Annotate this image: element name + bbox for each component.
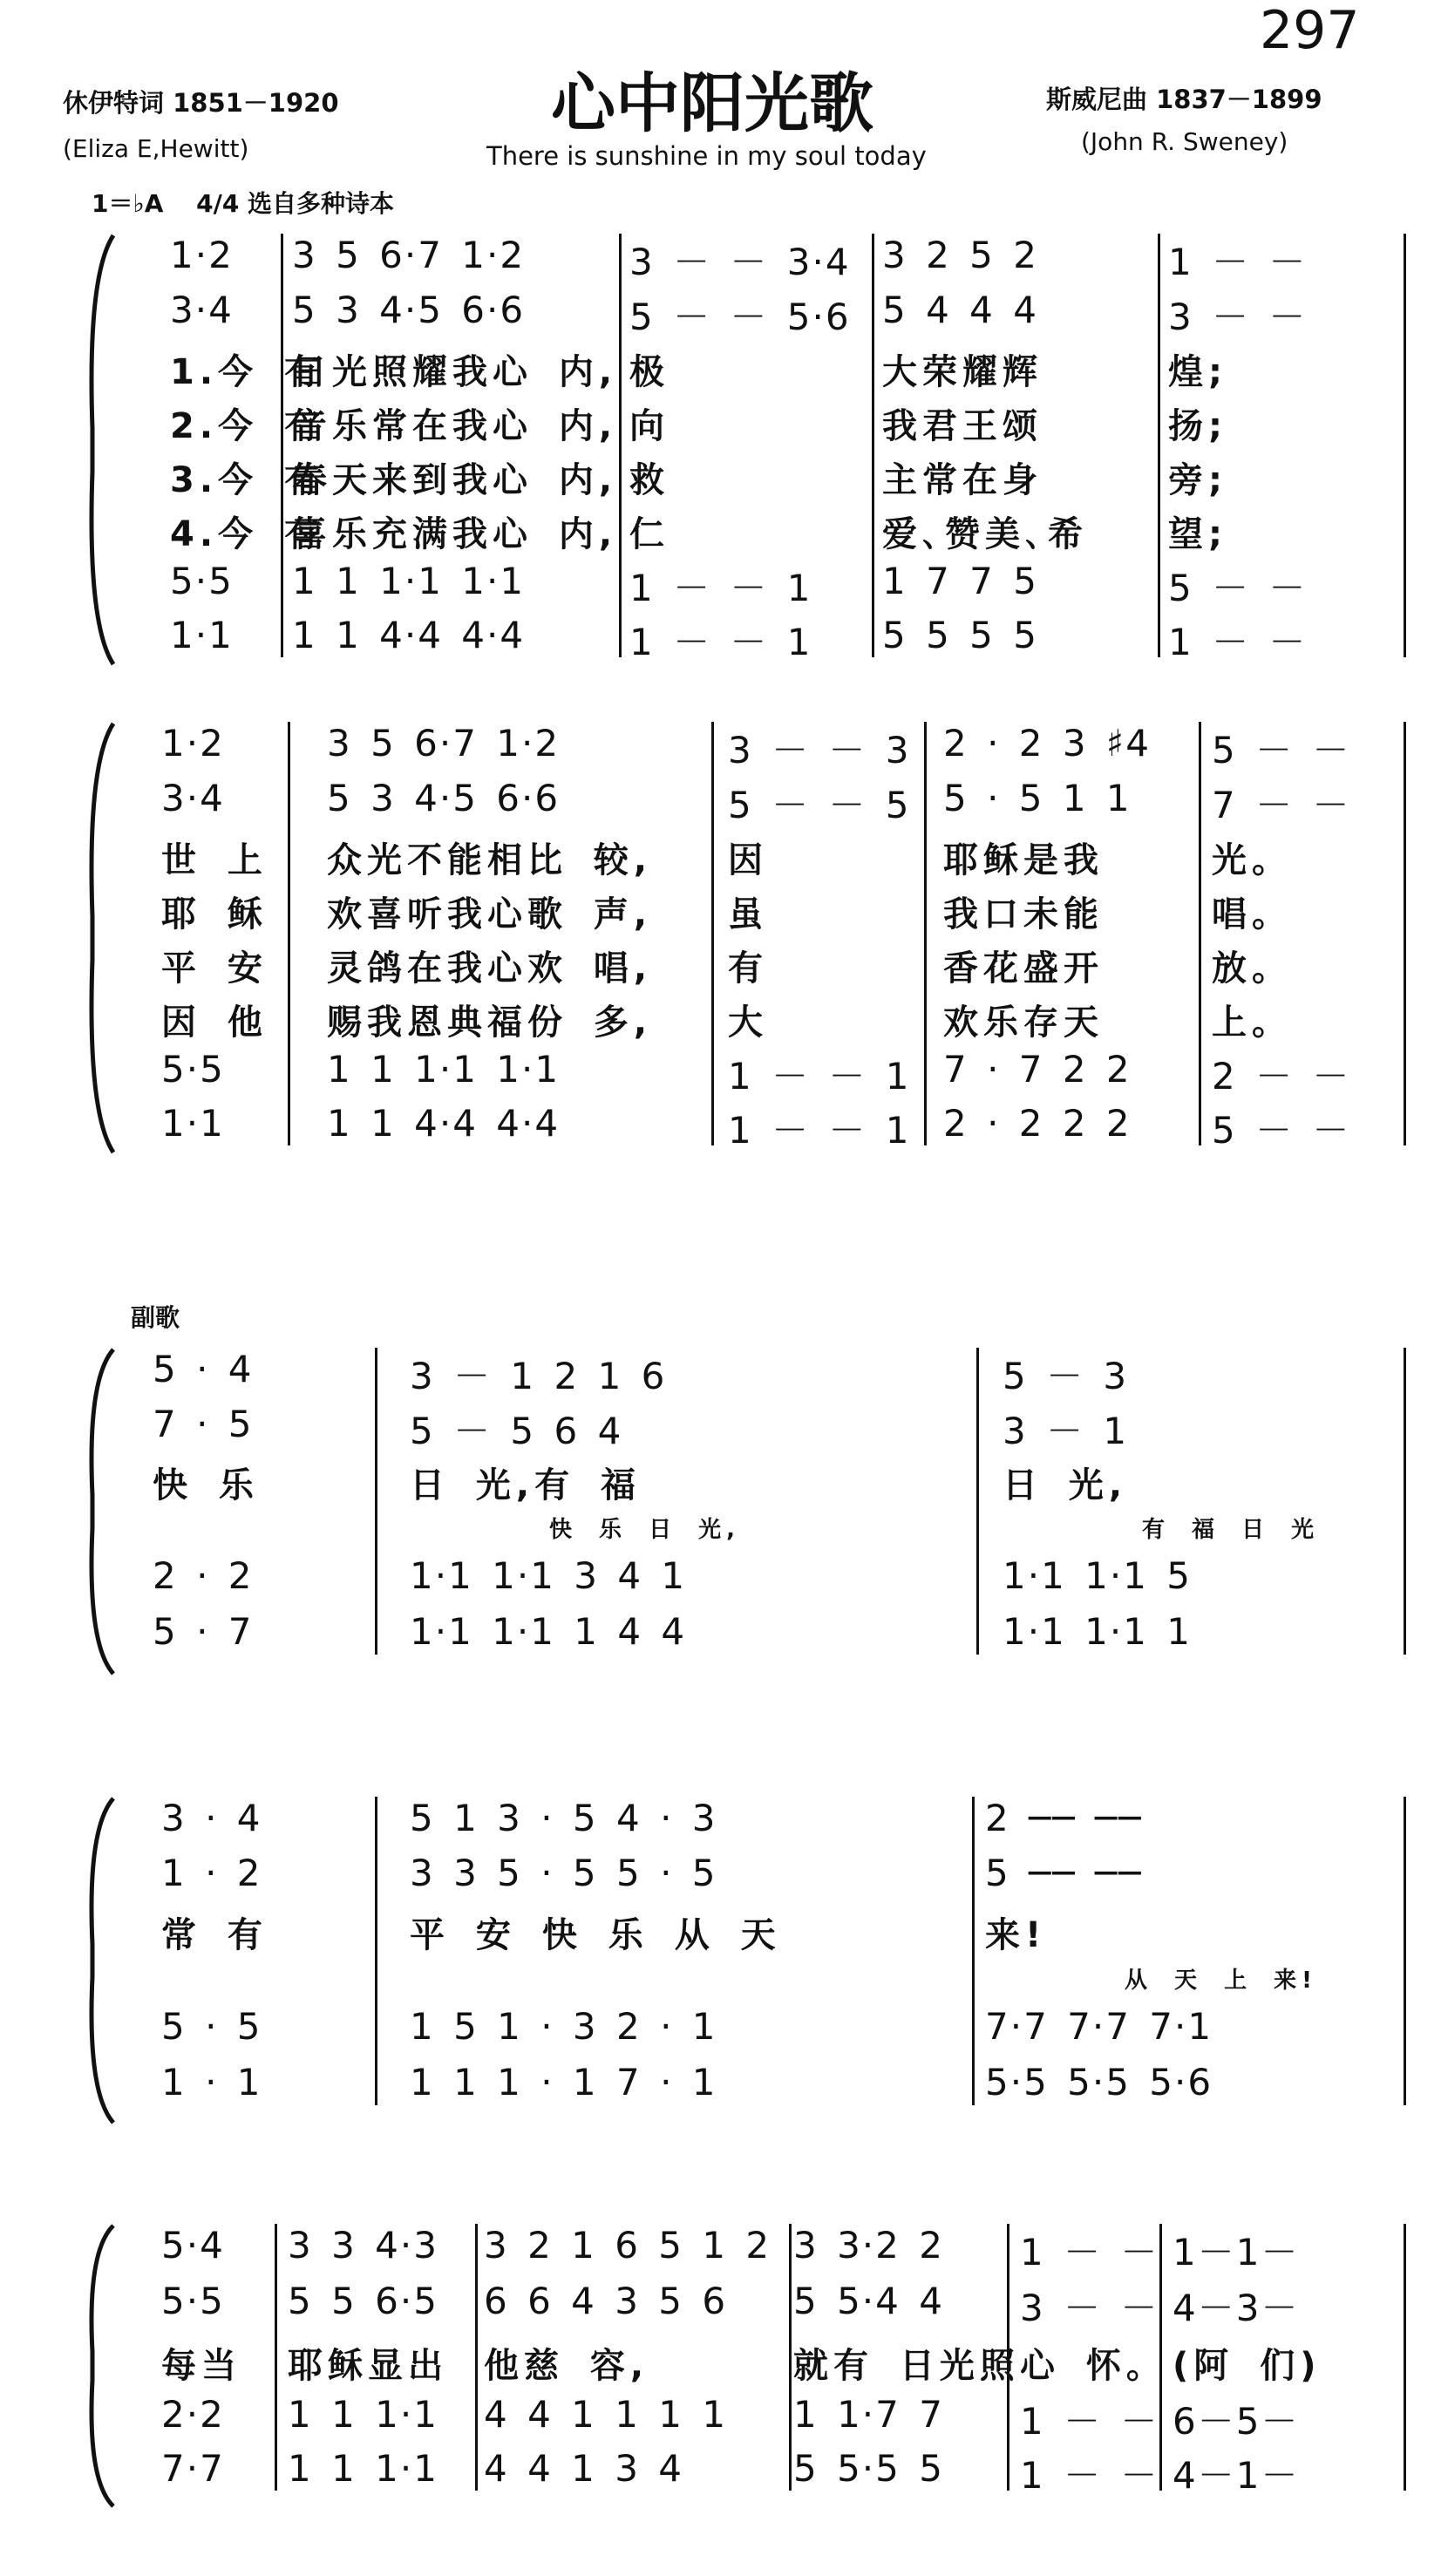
note-group: 1 － － — [1020, 2454, 1159, 2497]
lyric-text: (阿 们) — [1173, 2346, 1322, 2386]
lyric-text: 我口未能 — [943, 894, 1104, 935]
system-brace — [78, 2222, 131, 2510]
note-group: 1 1 4·4 4·4 — [292, 614, 526, 656]
note-group: 2 · 2 3 ♯4 — [943, 722, 1151, 765]
system-brace — [78, 1346, 131, 1677]
note-group: 1 － － — [1020, 2231, 1159, 2274]
note-group: 3 2 1 6 5 1 2 — [484, 2224, 771, 2267]
note-group: 5 ── ── — [985, 1852, 1143, 1894]
barline — [1199, 722, 1201, 1145]
lyric-text: 2.今 有 — [170, 406, 324, 446]
note-group: 7 － － — [1212, 784, 1351, 826]
note-group: 5 5·5 5 — [793, 2447, 944, 2490]
lyric-text: 香花盛开 — [943, 948, 1104, 989]
note-group: 5 · 5 1 1 — [943, 777, 1132, 819]
lyric-text: 光。 — [1212, 840, 1292, 880]
composer: 斯威尼曲 1837－1899 — [1046, 85, 1322, 114]
system-brace — [78, 1795, 131, 2126]
lyric-text: 喜乐充满我心 内, — [292, 514, 618, 554]
note-group: 1·1 — [161, 1102, 225, 1145]
note-group: 3 － － 3 — [728, 729, 911, 771]
note-group: 3 3 5 · 5 5 · 5 — [410, 1852, 717, 1894]
note-group: 7 · 5 — [153, 1403, 254, 1445]
barline — [275, 2224, 277, 2491]
note-group: 1 1 1·1 1·1 — [292, 560, 526, 602]
echo-lyric: 快 乐 日 光, — [549, 1517, 741, 1543]
note-group: 5·5 — [170, 560, 234, 602]
note-group: 1 1 4·4 4·4 — [327, 1102, 561, 1145]
note-group: 3·4 — [161, 777, 225, 819]
barline — [924, 722, 927, 1145]
lyric-text: 众光不能相比 较, — [327, 840, 653, 880]
note-group: 3 5 6·7 1·2 — [292, 234, 526, 276]
note-group: 5 － 5 6 4 — [410, 1410, 623, 1452]
barline — [1404, 234, 1406, 657]
note-group: 5 1 3 · 5 4 · 3 — [410, 1797, 717, 1839]
lyric-text: 有 — [728, 948, 768, 989]
note-group: 1－1－ — [1173, 2231, 1300, 2274]
note-group: 6－5－ — [1173, 2400, 1300, 2443]
lyric-text: 大荣耀辉 — [882, 352, 1043, 392]
barline — [1404, 722, 1406, 1145]
lyric-text: 因 — [728, 840, 768, 880]
lyric-text: 极 — [629, 352, 670, 392]
note-group: 5 · 5 — [161, 2005, 262, 2048]
note-group: 5·5 — [161, 2280, 225, 2322]
note-group: 2 ── ── — [985, 1797, 1143, 1839]
note-group: 5 － － — [1168, 567, 1308, 609]
barline — [1404, 1797, 1406, 2105]
lyric-text: 放。 — [1212, 948, 1292, 989]
page-number: 297 — [1260, 0, 1360, 61]
note-group: 3 3·2 2 — [793, 2224, 944, 2267]
note-group: 1·1 1·1 3 4 1 — [410, 1554, 687, 1597]
note-group: 3 － － 3·4 — [629, 241, 851, 283]
lyric-text: 虽 — [728, 894, 768, 935]
note-group: 5·5 5·5 5·6 — [985, 2061, 1213, 2104]
note-group: 1 － － — [1020, 2400, 1159, 2443]
note-group: 5·5 — [161, 1048, 225, 1091]
lyric-text: 就有 日光照 — [793, 2346, 1020, 2386]
system-brace — [78, 232, 131, 668]
lyric-text: 日光照耀我心 内, — [292, 352, 618, 392]
note-group: 1 － － 1 — [629, 621, 812, 663]
subtitle-en: There is sunshine in my soul today — [486, 141, 927, 171]
system-brace — [78, 720, 131, 1156]
lyric-text: 因 他 — [161, 1003, 268, 1043]
note-group: 3 3 4·3 — [288, 2224, 438, 2267]
lyric-text: 每当 — [161, 2346, 241, 2386]
lyric-text: 我君王颂 — [882, 406, 1043, 446]
note-group: 5 － 3 — [1003, 1355, 1129, 1397]
note-group: 1 · 1 — [161, 2061, 262, 2104]
note-group: 7·7 — [161, 2447, 225, 2490]
note-group: 2 － － — [1212, 1055, 1351, 1098]
lyric-text: 煌; — [1168, 352, 1227, 392]
note-group: 1·1 1·1 1 4 4 — [410, 1610, 687, 1653]
lyric-text: 耶稣是我 — [943, 840, 1104, 880]
lyric-text: 耶 稣 — [161, 894, 268, 935]
lyric-text: 耶稣显出 — [288, 2346, 448, 2386]
note-group: 1 1 1·1 1·1 — [327, 1048, 561, 1091]
note-group: 5 5·4 4 — [793, 2280, 944, 2322]
lyric-text: 救 — [629, 460, 670, 500]
barline — [872, 234, 874, 657]
note-group: 1 － － 1 — [629, 567, 812, 609]
lyric-text: 爱､赞美､希 — [882, 514, 1088, 554]
barline — [976, 1348, 979, 1655]
note-group: 1·1 1·1 5 — [1003, 1554, 1193, 1597]
note-group: 5 5 5 5 — [882, 614, 1038, 656]
lyric-text: 4.今 有 — [170, 514, 324, 554]
page-title: 心中阳光歌 — [551, 66, 873, 141]
lyric-text: 音乐常在我心 内, — [292, 406, 618, 446]
note-group: 3 － 1 2 1 6 — [410, 1355, 667, 1397]
note-group: 1 － － — [1168, 241, 1308, 283]
note-group: 1·1 1·1 1 — [1003, 1610, 1193, 1653]
note-group: 1 1 1 · 1 7 · 1 — [410, 2061, 717, 2104]
barline — [619, 234, 622, 657]
note-group: 6 6 4 3 5 6 — [484, 2280, 728, 2322]
lyricist-en: (Eliza E,Hewitt) — [63, 134, 249, 163]
note-group: 5 － － — [1212, 729, 1351, 771]
lyric-text: 日 光, — [1003, 1465, 1128, 1505]
composer-en: (John R. Sweney) — [1081, 127, 1288, 156]
note-group: 5 5 6·5 — [288, 2280, 438, 2322]
note-group: 3 － 1 — [1003, 1410, 1129, 1452]
barline — [1158, 234, 1160, 657]
note-group: 2·2 — [161, 2393, 225, 2436]
note-group: 5 · 7 — [153, 1610, 254, 1653]
lyric-text: 平 安 — [161, 948, 268, 989]
note-group: 4－3－ — [1173, 2287, 1300, 2329]
note-group: 5·4 — [161, 2224, 225, 2267]
note-group: 5 － － 5·6 — [629, 296, 851, 338]
note-group: 5 3 4·5 6·6 — [327, 777, 561, 819]
barline — [375, 1797, 377, 2105]
lyricist: 休伊特词 1851－1920 — [63, 88, 339, 118]
note-group: 5 － － — [1212, 1109, 1351, 1152]
note-group: 7·7 7·7 7·1 — [985, 2005, 1213, 2048]
note-group: 1 7 7 5 — [882, 560, 1038, 602]
note-group: 1 5 1 · 3 2 · 1 — [410, 2005, 717, 2048]
lyric-text: 心 怀。 — [1020, 2346, 1166, 2386]
barline — [972, 1797, 975, 2105]
barline — [288, 722, 290, 1145]
note-group: 1 · 2 — [161, 1852, 262, 1894]
lyric-text: 望; — [1168, 514, 1227, 554]
lyric-text: 扬; — [1168, 406, 1227, 446]
note-group: 7 · 7 2 2 — [943, 1048, 1132, 1091]
note-group: 4－1－ — [1173, 2454, 1300, 2497]
barline — [475, 2224, 478, 2491]
lyric-text: 欢喜听我心歌 声, — [327, 894, 653, 935]
lyric-text: 春天来到我心 内, — [292, 460, 618, 500]
barline — [1404, 1348, 1406, 1655]
note-group: 1 － － 1 — [728, 1055, 911, 1098]
lyric-text: 上。 — [1212, 1003, 1292, 1043]
note-group: 1 － － 1 — [728, 1109, 911, 1152]
echo-lyric: 有 福 日 光 — [1142, 1517, 1320, 1543]
note-group: 5 · 4 — [153, 1348, 254, 1390]
lyric-text: 唱。 — [1212, 894, 1292, 935]
lyric-text: 仁 — [629, 514, 670, 554]
note-group: 3 － － — [1168, 296, 1308, 338]
lyric-text: 常 有 — [161, 1915, 268, 1955]
lyric-text: 赐我恩典福份 多, — [327, 1003, 653, 1043]
note-group: 2 · 2 2 2 — [943, 1102, 1132, 1145]
echo-lyric: 从 天 上 来! — [1125, 1968, 1318, 1994]
note-group: 1·1 — [170, 614, 234, 656]
note-group: 1·2 — [161, 722, 225, 765]
lyric-text: 旁; — [1168, 460, 1227, 500]
lyric-text: 他慈 容, — [484, 2346, 649, 2386]
barline — [711, 722, 714, 1145]
lyric-text: 3.今 有 — [170, 460, 324, 500]
note-group: 3 － － — [1020, 2287, 1159, 2329]
lyric-text: 灵鸽在我心欢 唱, — [327, 948, 653, 989]
lyric-text: 来! — [985, 1915, 1047, 1955]
note-group: 2 · 2 — [153, 1554, 254, 1597]
lyric-text: 快 乐 — [153, 1465, 259, 1505]
note-group: 1 － － — [1168, 621, 1308, 663]
key-signature: 1＝♭A 4/4 选自多种诗本 — [92, 189, 395, 218]
note-group: 1 1 1·1 — [288, 2447, 438, 2490]
lyric-text: 大 — [728, 1003, 768, 1043]
note-group: 5 4 4 4 — [882, 289, 1038, 331]
lyric-text: 平 安 快 乐 从 天 — [410, 1915, 781, 1955]
barline — [375, 1348, 377, 1655]
note-group: 4 4 1 3 4 — [484, 2447, 684, 2490]
lyric-text: 日 光,有 福 — [410, 1465, 642, 1505]
lyric-text: 主常在身 — [882, 460, 1043, 500]
note-group: 3·4 — [170, 289, 234, 331]
lyric-text: 欢乐存天 — [943, 1003, 1104, 1043]
lyric-text: 世 上 — [161, 840, 268, 880]
lyric-text: 1.今 有 — [170, 352, 324, 392]
note-group: 1 1 1·1 — [288, 2393, 438, 2436]
lyric-text: 向 — [629, 406, 670, 446]
refrain-label: 副歌 — [131, 1303, 180, 1332]
note-group: 5 3 4·5 6·6 — [292, 289, 526, 331]
note-group: 3 2 5 2 — [882, 234, 1038, 276]
note-group: 1 1·7 7 — [793, 2393, 944, 2436]
note-group: 3 · 4 — [161, 1797, 262, 1839]
note-group: 4 4 1 1 1 1 — [484, 2393, 728, 2436]
barline — [789, 2224, 792, 2491]
note-group: 1·2 — [170, 234, 234, 276]
barline — [1404, 2224, 1406, 2491]
note-group: 3 5 6·7 1·2 — [327, 722, 561, 765]
note-group: 5 － － 5 — [728, 784, 911, 826]
